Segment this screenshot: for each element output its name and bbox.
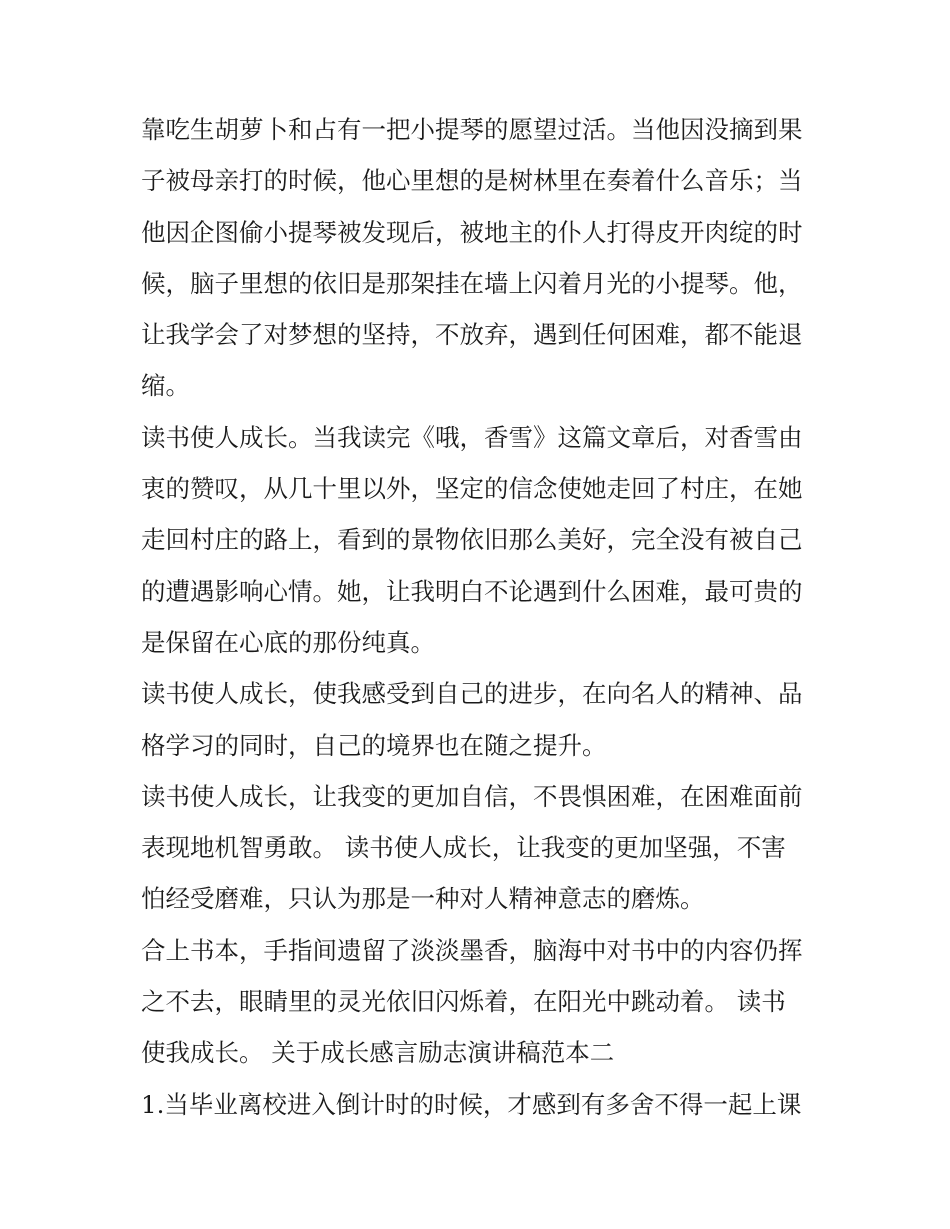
text-line: 子被母亲打的时候，他心里想的是树林里在奏着什么音乐；当 <box>141 166 803 196</box>
text-line: 走回村庄的路上，看到的景物依旧那么美好，完全没有被自己 <box>141 525 803 555</box>
document-body <box>141 104 821 1130</box>
text-line: 合上书本，手指间遗留了淡淡墨香，脑海中对书中的内容仍挥 <box>141 935 803 965</box>
text-line: 衷的赞叹，从几十里以外，坚定的信念使她走回了村庄，在她 <box>141 474 803 504</box>
text-line: 读书使人成长，使我感受到自己的进步，在向名人的精神、品 <box>141 679 803 709</box>
text-line: 之不去，眼睛里的灵光依旧闪烁着，在阳光中跳动着。 读书 <box>141 987 786 1017</box>
text-line: 他因企图偷小提琴被发现后，被地主的仆人打得皮开肉绽的时 <box>141 217 803 247</box>
text-line: 1.当毕业离校进入倒计时的时候，才感到有多舍不得一起上课 <box>141 1089 802 1119</box>
text-line: 是保留在心底的那份纯真。 <box>141 627 435 657</box>
text-line: 缩。 <box>141 371 190 401</box>
text-line: 读书使人成长，让我变的更加自信，不畏惧困难，在困难面前 <box>141 781 803 811</box>
text-line: 的遭遇影响心情。她，让我明白不论遇到什么困难，最可贵的 <box>141 576 803 606</box>
text-line: 使我成长。 关于成长感言励志演讲稿范本二 <box>141 1038 615 1068</box>
text-line: 怕经受磨难，只认为那是一种对人精神意志的磨炼。 <box>141 884 705 914</box>
text-line: 格学习的同时，自己的境界也在随之提升。 <box>141 730 607 760</box>
text-line: 表现地机智勇敢。 读书使人成长，让我变的更加坚强，不害 <box>141 833 786 863</box>
text-line: 候，脑子里想的依旧是那架挂在墙上闪着月光的小提琴。他， <box>141 268 803 298</box>
text-line: 让我学会了对梦想的坚持，不放弃，遇到任何困难，都不能退 <box>141 320 803 350</box>
text-line: 靠吃生胡萝卜和占有一把小提琴的愿望过活。当他因没摘到果 <box>141 115 803 144</box>
text-line: 读书使人成长。当我读完《哦，香雪》这篇文章后，对香雪由 <box>141 422 803 452</box>
